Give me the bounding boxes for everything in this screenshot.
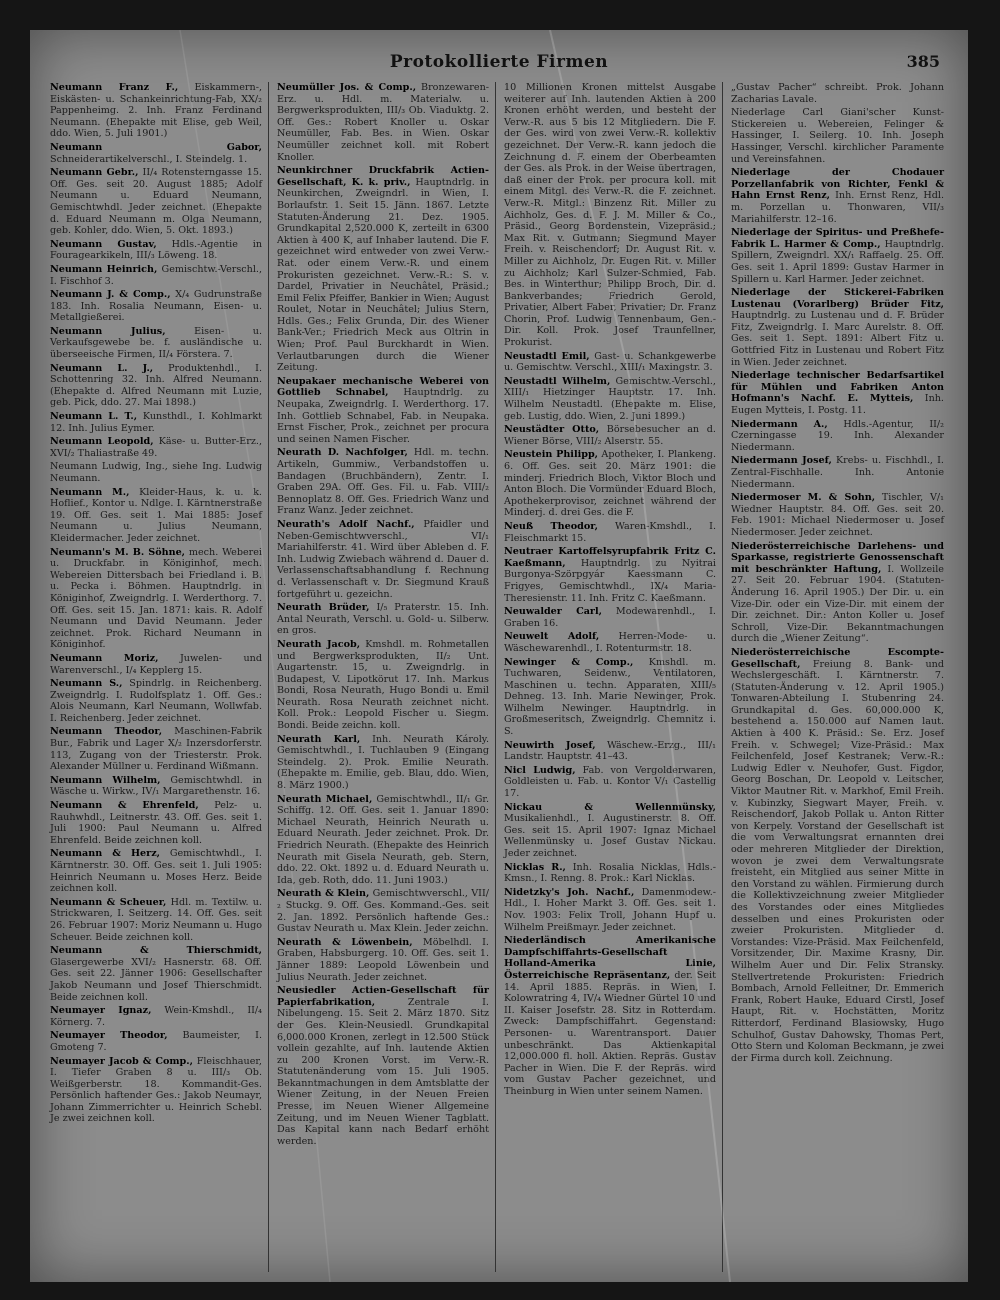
firm-name: Neurath's Adolf Nachf., [277,518,415,530]
directory-entry [731,107,944,165]
firm-name: Neumann Gabor, [50,141,262,153]
entry-text: Inh. Ernst Renz, Hdl. m. Porzellan u. Thonwaren, VII/₃ Mariahilferstr. 12–16. [731,190,944,225]
directory-entry [731,167,944,225]
firm-name: Neuß Theodor, [504,520,598,532]
entry-text: Pfaidler und Neben-Gemischtwverschl., VI/₁ Mariahilferstr. 41. Wird über Ableben d. F. Inh. Ludwig Zwiebach während d. Dauer d. Verlassenschaftsabhandlung f. Rechnung d. Verlassenschaft v. Dr. Siegmund Krauß fortgeführt u. gezeichn. [277,518,489,600]
page-header [30,52,968,78]
entry-text: Waren-Kmshdl., I. Fleischmarkt 15. [504,520,716,544]
directory-entry [277,447,489,517]
firm-name: Neumayer Ignaz, [50,1005,152,1017]
directory-entry [504,424,716,447]
directory-entry [50,239,262,262]
directory-entry [50,363,262,409]
directory-entry [50,436,262,459]
entry-text: Gemischtwhdl., I. Kärntnerstr. 30. Off. Ges. seit 1. Juli 1905: Heinrich Neumann u. Moses Herz. Beide zeichnen koll. [50,848,262,895]
firm-name: Niedermann A., [731,418,828,430]
entry-text: Möbelhdl. I. Graben, Habsburgerg. 10. Off. Ges. seit 1. Jänner 1889: Leopold Löwenbein und Julius Neurath. Jeder zeichnet. [277,936,489,983]
firm-name: Neustädter Otto, [504,424,600,436]
entry-text: Kunsthdl., I. Kohlmarkt 12. Inh. Julius Eymer. [50,411,262,434]
directory-entry [50,726,262,772]
column-4 [723,82,950,1272]
column-1 [42,82,269,1272]
directory-entry [50,411,262,434]
entry-text: Produktenhdl., I. Schottenring 32. Inh. Alfred Neumann. (Ehepakte d. Alfred Neumann mit Luzie, geb. Pick, ddo. 27. Mai 1898.) [50,362,262,409]
directory-entry [50,1030,262,1053]
firm-name: Niederlage der Stickerei-Fabriken Lustenau (Vorarlberg) Brüder Fitz, [731,287,944,310]
directory-entry [504,376,716,422]
directory-entry [50,800,262,846]
entry-text: Hdl. m. techn. Artikeln, Gummiw., Verbandstoffen u. Bandagen (Bruchbändern), Zentr. I. Graben 29A. Off. Ges. Fil. u. Fab. VIII/₂ Bennoplatz 8. Off. Ges. Friedrich Wanz und Franz Wanz. Jeder zeichnet. [277,447,489,517]
entry-text: Hdls.-Agentur, II/₂ Czerningasse 19. Inh. Alexander Niedermann. [731,418,944,453]
directory-entry [277,794,489,887]
firm-name: Neurath Brüder, [277,602,370,614]
entry-text: Hauptndrlg. zu Neupaka, Zweigndrlg. I. Werderthorg. 17. Inh. Gottlieb Schnabel, Fab. in Neupaka. Ernst Fischer, Prok., zeichnet per procura und seinen Namen Fischer. [277,387,489,445]
page-number: 385 [906,52,940,71]
document-page [30,30,968,1282]
directory-entry [504,82,716,349]
directory-entry [504,449,716,519]
entry-text: X/₄ Gudrunstraße 183. Inh. Rosalia Neumann, Eisen- u. Metallgießerei. [50,289,262,324]
firm-name: Neuwalder Carl, [504,606,602,618]
firm-name: Neumann Franz F., [50,82,179,93]
firm-name: Niederösterreichische Darlehens- und Sparkasse, registrierte Genossenschaft mit beschränkter Haftung, [731,540,944,575]
entry-text: Spindrlg. in Reichenberg. Zweigndrlg. I. Rudolfsplatz 1. Off. Ges.: Alois Neumann, Karl Neumann, Wollwfab. I. Reichenberg. Jeder zeichnet. [50,678,262,724]
directory-entry [277,165,489,374]
firm-name: Neupakaer mechanische Weberei von Gottlieb Schnabel, [277,375,489,399]
firm-name: Niederlage technischer Bedarfsartikel für Mühlen und Fabriken Anton Hofmann's Nachf. E. Mytteis, [731,370,944,405]
firm-name: Neumayer Theodor, [50,1030,168,1042]
entry-text: Neumann Ludwig, Ing., siehe Ing. Ludwig Neumann. [50,461,262,484]
entry-text: Schneiderartikelverschl., I. Steindelg. 1. [50,153,248,165]
entry-text: Kmshdl. m. Rohmetallen und Bergwerksprodukten, II/₂ Unt. Augartenstr. 15, u. Zweigndrlg. in Budapest, V. Lipotkörut 17. Inh. Markus Bondi, Rosa Neurath, Hugo Bondi u. Emil Neurath. Rosa Neurath zeichnet nicht. Koll. Prok.: Leopold Fischer u. Siegm. Bondi. Beide zeichn. koll. [277,638,489,732]
directory-entry [504,802,716,860]
directory-entry [277,376,489,446]
directory-entry [504,862,716,885]
entry-text: Wein-Kmshdl., II/₄ Körnerg. 7. [50,1005,262,1028]
firm-name: Niedermann Josef, [731,455,832,467]
directory-entry [277,734,489,792]
firm-name: Neustadtl Wilhelm, [504,375,611,387]
directory-entry [504,935,716,1097]
directory-entry [50,547,262,651]
firm-name: Neusiedler Actien-Gesellschaft für Papierfabrikation, [277,985,489,1008]
entry-text: Hauptndrlg. Spillern, Zweigndrl. XX/₁ Raffaelg. 25. Off. Ges. seit 1. April 1899: Gustav Harmer in Spillern u. Karl Harmer. Jeder zeichnet. [731,238,944,285]
firm-name: Neumann Wilhelm, [50,774,161,786]
directory-entry [731,370,944,416]
directory-entry [50,653,262,676]
entry-text: Börsebesucher an d. Wiener Börse, VIII/₂ Alserstr. 55. [504,424,716,447]
firm-name: Neuwirth Josef, [504,739,596,751]
text-columns [42,82,950,1272]
column-3 [496,82,723,1272]
directory-entry [277,937,489,983]
entry-text: Fleischhauer, I. Tiefer Graben 8 u. III/₃ Ob. Weißgerberstr. 18. Kommandit-Ges. Persönlich haftender Ges.: Jakob Neumayr, Johann Zimmerrichter u. Heinrich Schebl. Je zwei zeichnen koll. [50,1055,262,1125]
entry-text: „Gustav Pacher“ schreibt. Prok. Johann Zacharias Lavale. [731,82,944,105]
entry-text: Gemischtwverschl., VII/₂ Stuckg. 9. Off. Ges. Kommand.-Ges. seit 2. Jan. 1892. Persönlich haftende Ges.: Gustav Neurath u. Max Klein. Jeder zeichn. [277,888,489,935]
directory-entry [50,678,262,724]
entry-text: Niederlage Carl Giani'scher Kunst-Stickereien u. Webereien, Felinger & Hassinger, I. Seilerg. 10. Inh. Joseph Hassinger, Verschl. kirchlicher Paramente und Vereinsfahnen. [731,107,944,165]
entry-text: Inh. Eugen Mytteis, I. Postg. 11. [731,393,944,417]
directory-entry [731,287,944,368]
directory-entry [277,519,489,600]
directory-entry [50,897,262,943]
entry-text: Glasergewerbe XVI/₂ Hasnerstr. 68. Off. Ges. seit 22. Jänner 1906: Gesellschafter Jakob Neumann und Josef Thierschmidt. Beide zeichnen koll. [50,956,262,1003]
firm-name: Neumann & Scheuer, [50,896,167,908]
directory-entry [50,264,262,287]
entry-text: mech. Weberei u. Druckfabr. in Königinhof, mech. Webereien Dittersbach bei Friedland i. B. u. Pecka i. Böhmen. Hauptndrlg. in Königinhof, Zweigndrlg. I. Werderthorg. 7. Off. Ges. seit 15. Jan. 1871: kais. R. Adolf Neumann und David Neumann. Jeder zeichnet. Prok. Richard Neumann in Königinhof. [50,546,262,651]
entry-text: Kleider-Haus, k. u. k. Hoflief., Kontor u. Ndlge. I. Kärntnerstraße 19. Off. Ges. seit 1. Mai 1885: Josef Neumann u. Julius Neumann, Kleidermacher. Jeder zeichnet. [50,486,262,544]
directory-entry [504,887,716,933]
directory-entry [50,289,262,324]
firm-name: Niederösterreichische Escompte-Gesellschaft, [731,646,944,670]
firm-name: Neustein Philipp, [504,449,598,461]
directory-entry [731,419,944,454]
directory-entry [50,945,262,1003]
firm-name: Neumayer Jacob & Comp., [50,1055,193,1067]
firm-name: Neumann's M. B. Söhne, [50,546,186,558]
firm-name: Neumann & Thierschmidt, [50,945,262,957]
entry-text: Musikalienhdl., I. Augustinerstr. 8. Off. Ges. seit 15. April 1907: Ignaz Michael Wellenmünsky u. Josef Gustav Nickau. Jeder zeichnet. [504,813,716,859]
entry-text: Eisen- u. Verkaufsgewebe be. f. ausländische u. überseeische Firmen, II/₄ Förstera. 7. [50,325,262,361]
firm-name: Niederländisch Amerikanische Dampfschiffahrts-Gesellschaft Holland-Amerika Linie, Österreichische Repräsentanz, [504,935,716,981]
entry-text: Eiskammern-, Eiskästen- u. Schankeinrichtung-Fab, XX/₂ Pappenheimg. 2. Inh. Franz Ferdinand Neumann. (Ehepakte mit Elise, geb Weil, ddo. Wien, 5. Juli 1901.) [50,82,262,140]
firm-name: Neunkirchner Druckfabrik Actien-Gesellschaft, K. k. priv., [277,165,489,188]
entry-text: Freiung 8. Bank- und Wechslergeschäft. I. Kärntnerstr. 7. (Statuten-Änderung v. 12. April 1905.) Tonwaren-Abteilung I. Stubenring 24. Grundkapital d. Ges. 60,000.000 K, bestehend a. 150.000 auf Namen laut. Aktien à 400 K. Präsid.: Se. Erz. Josef Freih. v. Schwegel; Vize-Präsid.: Max Feilchenfeld, Josef Kestranek; Verw.-R.: Ludwig Edler v. Neuhofer, Gust. Figdor, Georg Boschan, Dr. Leopold v. Leitscher, Viktor Mautner Rit. v. Markhof, Emil Freih. v. Kubinzky, Siegwart Mayer, Freih. v. Reischendorf, Jakob Pollak u. Anton Ritter von Kerpely. Vorstand der Gesellschaft ist die vom Verwaltungsrat ernannten drei oder mehreren Mitglieder der Direktion, wovon je zwei dem Verwaltungsrate freisteht, ein Mitglied aus seiner Mitte in den Vorstand zu wählen. Firmierung durch die Kollektivzeichnung zweier Mitglieder des Vorstandes oder eines Mitgliedes desselben und eines Prokuristen oder zweier Prokuristen. Mitglieder d. Vorstandes: Vize-Präsid. Max Feilchenfeld, Vorsitzender, Dir. Maxime Krasny, Dir. Wilhelm Auer und Dir. Felix Stransky. Stellvertretende Prokuristen: Friedrich Bombach, Arnold Felleitner, Dr. Emmerich Frank, Robert Hauke, Eduard Cirstl, Josef Haupt, Rit. v. Hochstätten, Moritz Ritterdorf, Ferdinand Blasiowsky, Hugo Schulhof, Gustav Dahowsky, Thomas Pert, Otto Stern und Koloman Beckmann, je zwei der Firma durch koll. Zeichnung. [731,658,944,1064]
directory-entry [50,775,262,798]
entry-text: Hdl. m. Textilw. u. Strickwaren, I. Seitzerg. 14. Off. Ges. seit 26. Februar 1907: Moriz Neumann u. Hugo Scheuer. Beide zeichnen koll. [50,896,262,943]
directory-entry [277,639,489,732]
entry-text: Hdls.-Agentie in Fouragearkikeln, III/₃ Löweng. 18. [50,238,262,262]
entry-text: Inh. Rosalia Nicklas, Hdls.-Kmsn., I. Renng. 8. Prok.: Karl Nicklas. [504,861,716,885]
entry-text: Gast- u. Schankgewerbe u. Gemischtw. Verschl., XIII/₁ Maxingstr. 3. [504,350,716,374]
firm-name: Neumann L. T., [50,411,138,423]
entry-text: Maschinen-Fabrik Bur., Fabrik und Lager X/₂ Inzersdorferstr. 113, Zugang von der Triesterstr. Prok. Alexander Müllner u. Ferdinand Wißmann. [50,726,262,773]
firm-name: Neustadtl Emil, [504,350,590,362]
firm-name: Neumann Julius, [50,325,166,337]
directory-entry [504,351,716,374]
firm-name: Neurath & Klein, [277,888,370,900]
directory-entry [50,326,262,361]
firm-name: Nicklas R., [504,861,566,873]
directory-entry [50,82,262,140]
entry-text: Hauptndrlg. in Neunkirchen, Zweigndrl. in Wien, I. Borlaufstr. 1. Seit 15. Jänn. 1867. Letzte Statuten-Änderung 21. Dez. 1905. Grundkapital 2,520.000 K, zerteilt in 6300 Aktien à 400 K, auf Inhaber lautend. Die F. gezeichnet wird entweder von zwei Verw.-Rat. oder einem Verw.-R. und einem Prokuristen gezeichnet. Verw.-R.: S. v. Dardel, Privatier in Neuchâtel, Präsid.; Emil Felix Pfeiffer, Bankier in Wien; August Roulet, Notar in Neuchâtel; Julius Stern, Hdls. Ges.; Felix Grunda, Dir. des Wiener Bank-Ver.; Friedrich Meck aus Oltrin in Wien; Prof. Paul Burckhardt in Wien. Verlautbarungen durch die Wiener Zeitung. [277,176,489,374]
entry-text: 10 Millionen Kronen mittelst Ausgabe weiterer auf Inh. lautenden Aktien à 200 Kronen erhöht werden, und besteht der Verw.-R. aus 5 bis 12 Mitgliedern. Die F. der Ges. wird von zwei Verw.-R. kollektiv gezeichnet. Der Verw.-R. kann jedoch die Zeichnung d. F. einem der Oberbeamten der Ges. als Prok. in der Weise übertragen, daß einer der Prok. per procura koll. mit einem Mitgl. des Verw.-R. die F. zeichnet. Verw.-R. Mitgl.: Binzenz Rit. Miller zu Aichholz, Ges. d. F. J. M. Miller & Co., Präsid., Georg Bordenstein, Vizepräsid.; Max Rit. v. Gutmann; Siegmund Mayer Freih. v. Reischendorf; Dr. August Rit. v. Miller zu Aichholz, Dr. Eugen Rit. v. Miller zu Aichholz; Karl Sulzer-Schmied, Fab. Bes. in Winterthur; Philipp Broch, Dir. d. Bankverbandes; Friedrich Gerold, Privatier, Albert Faber, Privatier; Dr. Franz Chorin, Prof. Ludwig Tennenbaum, Gen.-Dir. Koll. Prok. Josef Traunfellner, Prokurist. [504,82,716,349]
directory-entry [50,848,262,894]
directory-entry [731,227,944,285]
directory-entry [731,541,944,645]
entry-text: Baumeister, I. Gmoteng 7. [50,1030,262,1053]
entry-text: Krebs- u. Fischhdl., I. Zentral-Fischhalle. Inh. Antonie Niedermann. [731,455,944,490]
directory-entry [504,765,716,800]
entry-text: Kmshdl. m. Tuchwaren, Seidenw., Ventilatoren, Maschinen u. techn. Apparaten, XIII/₅ Dehneg. 13. Inh. Marie Newinger, Prok. Wilhelm Newinger. Hauptndrlg. in Großmeseritsch, Zweigndrlg. Chemnitz i. S. [504,656,716,738]
directory-entry [731,492,944,538]
firm-name: Neumann M., [50,486,130,498]
entry-text: Fab. von Vergolderwaren, Goldleisten u. Fab. u. Kontor V/₁ Castellig 17. [504,764,716,800]
entry-text: Gemischtw.-Verschl., XIII/₁ Hietzinger Hauptstr. 17. Inh. Wilhelm Neustadtl. (Ehepakte m. Elise, geb. Lustig, ddo. Wien, 2. Juni 1899.) [504,375,716,422]
firm-name: Neurath Jacob, [277,638,361,650]
entry-text: Gemischtwhdl. in Wäsche u. Wirkw., IV/₁ Margarethenstr. 16. [50,774,262,798]
entry-text: Herren-Mode- u. Wäschewarenhdl., I. Rotenturmstr. 18. [504,631,716,654]
entry-text: Apotheker, I. Plankeng. 6. Off. Ges. seit 20. März 1901: die minderj. Friedrich Bloch, Viktor Bloch und Anton Bloch. Die Vormünder Eduard Bloch, Apothekerprovisor, zeichnet während der Minderj. d. drei Ges. die F. [504,449,716,519]
directory-entry [277,82,489,163]
running-title: Protokollierte Firmen [389,52,609,72]
firm-name: Neumann Heinrich, [50,263,158,275]
firm-name: Neumann J. & Comp., [50,289,171,301]
entry-text: Damenmodew.-Hdl., I. Hoher Markt 3. Off. Ges. seit 1. Nov. 1903: Felix Troll, Johann Hupf u. Wilhelm Preißmayr. Jeder zeichnet. [504,886,716,933]
firm-name: Neumann L. J., [50,362,154,374]
directory-entry [504,606,716,629]
firm-name: Newinger & Comp., [504,656,634,668]
firm-name: Neumann Gebr., [50,167,139,179]
firm-name: Niederlage der Chodauer Porzellanfabrik von Richter, Fenkl & Hahn Ernst Renz, [731,167,944,202]
directory-entry [50,487,262,545]
entry-text: II/₄ Rotensterngasse 15. Off. Ges. seit 20. August 1885; Adolf Neumann u. Eduard Neumann, Gemischtwhdl. Jeder zeichnet. (Ehepakte d. Eduard Neumann m. Olga Neumann, geb. Kohler, ddo. Wien, 5. Okt. 1893.) [50,167,262,237]
firm-name: Neutraer Kartoffelsyrupfabrik Fritz C. Kaeßmann, [504,546,716,569]
directory-entry [50,167,262,237]
directory-entry [504,740,716,763]
entry-text: Pelz- u. Rauhwhdl., Leitnerstr. 43. Off. Ges. seit 1. Juli 1900: Paul Neumann u. Alfred Ehrenfeld. Beide zeichnen koll. [50,800,262,846]
entry-text: Inh. Neurath Károly. Gemischtwhdl., I. Tuchlauben 9 (Eingang Steindelg. 2). Prok. Emilie Neurath. (Ehepakte m. Emilie, geb. Blau, ddo. Wien, 8. März 1900.) [277,733,489,792]
directory-entry [50,461,262,484]
entry-text: Gemischtwhdl., II/₁ Gr. Schiffg. 12. Off. Ges. seit 1. Januar 1890: Michael Neurath, Heinrich Neurath u. Eduard Neurath. Jeder zeichnet. Prok. Dr. Friedrich Neurath. (Ehepakte des Heinrich Neurath mit Gisela Neurath, geb. Stern, ddo. 22. Okt. 1892 u. d. Eduard Neurath u. Ida, geb. Roth, ddo. 11. Juni 1903.) [277,793,489,886]
directory-entry [731,647,944,1064]
firm-name: Niedermoser M. & Sohn, [731,492,876,504]
entry-text: Tischler, V/₁ Wiedner Hauptstr. 84. Off. Ges. seit 20. Feb. 1901: Michael Niedermoser u. Josef Niedermoser. Jeder zeichnet. [731,492,944,538]
directory-entry [277,602,489,637]
firm-name: Neurath Karl, [277,733,361,745]
firm-name: Neumüller Jos. & Comp., [277,82,417,93]
firm-name: Nidetzky's Joh. Nachf., [504,886,635,898]
firm-name: Neurath Michael, [277,793,373,805]
firm-name: Neumann & Herz, [50,848,161,860]
directory-entry [504,521,716,544]
firm-name: Neumann S., [50,678,123,690]
entry-text: Zentrale I. Nibelungeng. 15. Seit 2. März 1870. Sitz der Ges. Klein-Neusiedl. Grundkapital 6,000.000 Kronen, zerlegt in 12.500 Stück vollein gezahlte, auf Inh. lautende Aktien zu 200 Kronen Vorst. im Verw.-R. Statutenänderung vom 15. Juli 1905. Bekanntmachungen in dem Amtsblatte der Wiener Zeitung, in der Neuen Freien Presse, im Neuen Wiener Allgemeine Zeitung, und im Neuen Wiener Tagblatt. Das Kapital kann nach Bedarf erhöht werden. [277,996,489,1147]
entry-text: Käse- u. Butter-Erz., XVI/₂ Thaliastraße 49. [50,436,262,459]
firm-name: Nicl Ludwig, [504,764,576,776]
entry-text: Bronzewaren-Erz. u. Hdl. m. Materialw. u. Bergwerksprodukten, III/₃ Ob. Viaduktg. 2. Off. Ges.: Robert Knoller u. Oskar Neumüller, Fab. Bes. in Wien. Oskar Neumüller zeichnet koll. mit Robert Knoller. [277,82,489,163]
directory-entry [731,82,944,105]
entry-text: Hauptndrlg. zu Lustenau und d. F. Brüder Fitz, Zweigndrlg. I. Marc Aurelstr. 8. Off. Ges. seit 1. Sept. 1891: Albert Fitz u. Gottfried Fitz in Lustenau und Robert Fitz in Wien. Jeder zeichnet. [731,310,944,368]
entry-text: Juwelen- und Warenverschl., I/₄ Kepplerg 15. [50,652,262,676]
directory-entry [504,657,716,738]
firm-name: Nickau & Wellenmünsky, [504,801,716,813]
directory-entry [50,142,262,165]
directory-entry [277,985,489,1147]
directory-entry [504,546,716,604]
entry-text: Hauptndrlg. zu Nyitrai Burgonya-Szörpgyár Kaessmann C. Frigyes, Gemischtwhdl., IX/₄ Maria-Theresienstr. 11. Inh. Fritz C. Kaeßmann. [504,557,716,604]
directory-entry [50,1005,262,1028]
directory-entry [277,888,489,934]
firm-name: Neumann Theodor, [50,726,163,738]
firm-name: Neumann & Ehrenfeld, [50,800,199,812]
firm-name: Niederlage der Spiritus- und Preßhefe-Fabrik L. Harmer & Comp., [731,227,944,250]
entry-text: der. Seit 14. April 1885. Repräs. in Wien, I. Kolowratring 4, IV/₄ Wiedner Gürtel 10 und II. Kaiser Josefstr. 28. Sitz in Rotterdam. Zweck: Dampfschiffahrt. Gegenstand: Personen- u. Warentransport. Dauer unbeschränkt. Das Aktienkapital 12,000.000 fl. holl. Aktien. Repräs. Gustav Pacher in Wien. Die F. der Repräs. wird vom Gustav Pacher gezeichnet, und Theinburg in Wien unter seinem Namen. [504,969,716,1097]
entry-text: I/₅ Praterstr. 15. Inh. Antal Neurath, Verschl. u. Gold- u. Silberw. en gros. [277,602,489,637]
firm-name: Neurath & Löwenbein, [277,936,413,948]
firm-name: Neuwelt Adolf, [504,631,600,643]
entry-text: Gemischtw.-Verschl., I. Fischhof 3. [50,263,262,287]
entry-text: I. Wollzeile 27. Seit 20. Februar 1904. (Statuten-Änderung 16. April 1905.) Der Dir. u. ein Vize-Dir. oder ein Vize-Dir. mit einem der Dir. zeichnet. Dir.: Anton Koller u. Josef Schroll, Vize-Dir. Bekanntmachungen durch die „Wiener Zeitung“. [731,563,944,645]
firm-name: Neumann Moriz, [50,652,159,664]
column-2 [269,82,496,1272]
directory-entry [50,1056,262,1126]
directory-entry [504,631,716,654]
entry-text: Wäschew.-Erzg., III/₁ Landstr. Hauptstr. 41–43. [504,739,716,763]
firm-name: Neumann Gustav, [50,238,157,250]
firm-name: Neurath D. Nachfolger, [277,447,408,459]
firm-name: Neumann Leopold, [50,436,154,448]
entry-text: Modewarenhdl., I. Graben 16. [504,606,716,629]
directory-entry [731,455,944,490]
